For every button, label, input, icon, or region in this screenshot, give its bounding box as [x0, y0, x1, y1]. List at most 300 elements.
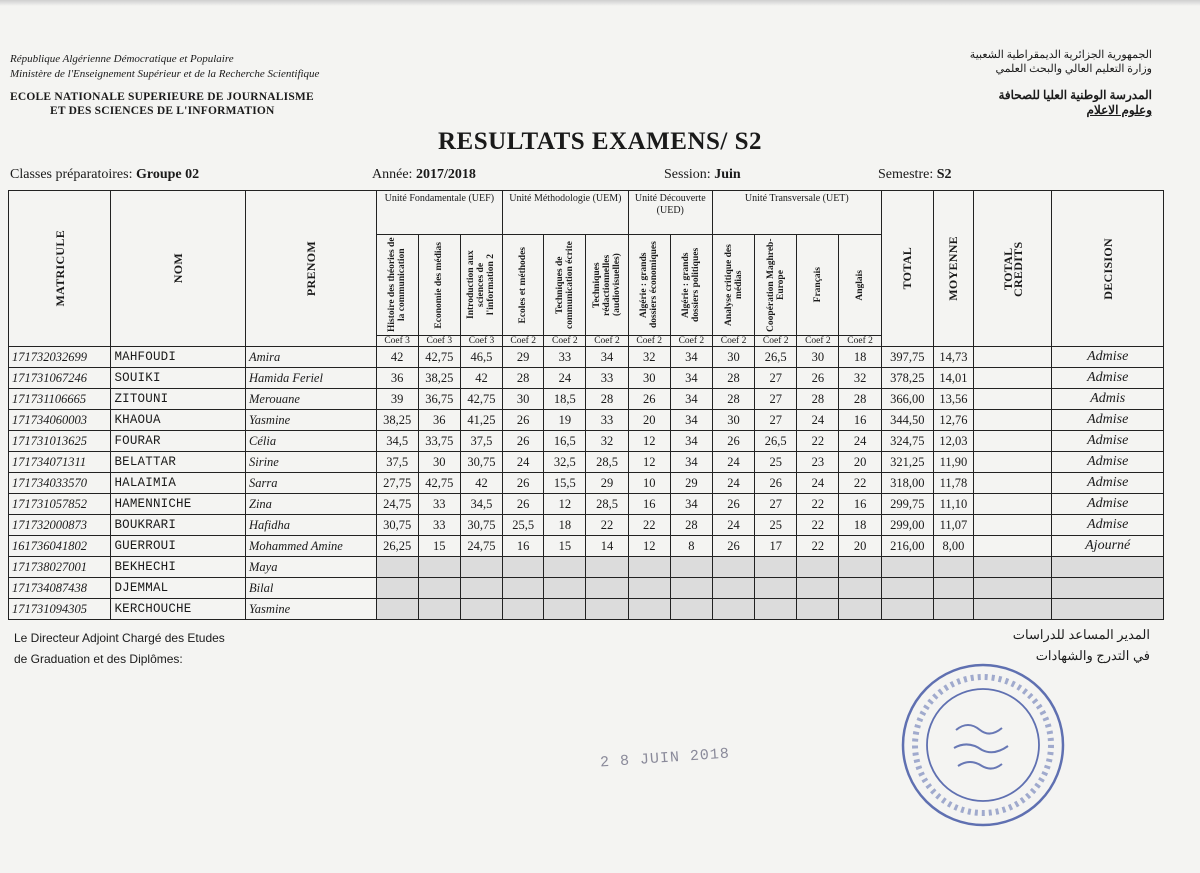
prenom-cell: Maya	[246, 557, 377, 578]
note-cell: 16	[628, 494, 670, 515]
subject-header: Algérie : grands dossiers économiques	[628, 235, 670, 336]
note-cell: 33	[418, 515, 460, 536]
note-cell	[712, 599, 754, 620]
matricule-cell: 171734071311	[9, 452, 111, 473]
matricule-cell: 171738027001	[9, 557, 111, 578]
coef-cell: Coef 2	[544, 336, 586, 347]
note-cell: 30,75	[460, 515, 502, 536]
note-cell: 26	[503, 410, 544, 431]
table-row	[9, 452, 1164, 473]
coef-cell: Coef 3	[460, 336, 502, 347]
note-cell: 25	[755, 452, 797, 473]
note-cell: 28	[503, 368, 544, 389]
subject-header: Algérie : grands dossiers politiques	[670, 235, 712, 336]
note-cell: 20	[839, 452, 881, 473]
matricule-cell: 171731067246	[9, 368, 111, 389]
nom-cell: BOUKRARI	[111, 515, 246, 536]
table-row	[9, 389, 1164, 410]
annee-value: 2017/2018	[415, 167, 476, 182]
note-cell: 26	[797, 368, 839, 389]
note-cell: 27,75	[376, 473, 418, 494]
annee-label: Année:	[372, 167, 413, 182]
note-cell: 12	[628, 431, 670, 452]
note-cell: 29	[670, 473, 712, 494]
note-cell: 22	[586, 515, 628, 536]
coef-cell: Coef 3	[418, 336, 460, 347]
note-cell: 22	[797, 536, 839, 557]
note-cell: 18	[544, 515, 586, 536]
note-cell: 36,75	[418, 389, 460, 410]
director-title-ar-1: المدير المساعد للدراسات	[1012, 627, 1150, 642]
note-cell	[839, 599, 881, 620]
republic-line: République Algérienne Démocratique et Populaire	[10, 53, 234, 65]
decision-cell	[1052, 557, 1164, 578]
unit-uem: Unité Méthodologie (UEM)	[503, 191, 629, 235]
note-cell: 33,75	[418, 431, 460, 452]
decision-cell: Admise	[1052, 452, 1164, 473]
moyenne-cell	[933, 599, 973, 620]
note-cell: 15,5	[544, 473, 586, 494]
total-cell	[881, 557, 933, 578]
credits-cell	[974, 347, 1052, 368]
total-cell: 321,25	[881, 452, 933, 473]
note-cell: 22	[797, 494, 839, 515]
note-cell: 30	[503, 389, 544, 410]
note-cell: 20	[839, 536, 881, 557]
coef-cell: Coef 2	[797, 336, 839, 347]
total-cell: 378,25	[881, 368, 933, 389]
nom-cell: SOUIKI	[111, 368, 246, 389]
note-cell: 12	[628, 536, 670, 557]
school-line-2-ar: وعلوم الاعلام	[1086, 103, 1152, 117]
table-row	[9, 431, 1164, 452]
matricule-cell: 171732032699	[9, 347, 111, 368]
note-cell: 24	[712, 452, 754, 473]
coef-cell: Coef 2	[755, 336, 797, 347]
session-label: Session:	[664, 167, 711, 182]
total-cell: 318,00	[881, 473, 933, 494]
note-cell: 33	[586, 368, 628, 389]
total-cell: 324,75	[881, 431, 933, 452]
note-cell	[586, 557, 628, 578]
moyenne-cell: 11,90	[933, 452, 973, 473]
matricule-cell: 171732000873	[9, 515, 111, 536]
nom-cell: BEKHECHI	[111, 557, 246, 578]
note-cell	[670, 599, 712, 620]
note-cell: 34	[670, 347, 712, 368]
note-cell	[586, 578, 628, 599]
note-cell: 24	[797, 473, 839, 494]
note-cell: 23	[797, 452, 839, 473]
note-cell: 16	[839, 410, 881, 431]
note-cell: 15	[544, 536, 586, 557]
note-cell	[670, 557, 712, 578]
note-cell: 15	[418, 536, 460, 557]
nom-cell: GUERROUI	[111, 536, 246, 557]
moyenne-cell: 14,01	[933, 368, 973, 389]
table-row	[9, 347, 1164, 368]
credits-cell	[974, 578, 1052, 599]
matricule-cell: 161736041802	[9, 536, 111, 557]
school-line-2: ET DES SCIENCES DE L'INFORMATION	[50, 105, 275, 117]
note-cell: 32	[628, 347, 670, 368]
subject-header: Français	[797, 235, 839, 336]
note-cell: 26,5	[755, 431, 797, 452]
note-cell: 29	[503, 347, 544, 368]
note-cell: 24	[503, 452, 544, 473]
note-cell	[628, 599, 670, 620]
nom-cell: BELATTAR	[111, 452, 246, 473]
note-cell: 26,5	[755, 347, 797, 368]
subject-header: Anglais	[839, 235, 881, 336]
credits-cell	[974, 410, 1052, 431]
note-cell: 37,5	[376, 452, 418, 473]
col-total: TOTAL	[881, 191, 933, 347]
decision-cell: Ajourné	[1052, 536, 1164, 557]
decision-cell: Admise	[1052, 410, 1164, 431]
note-cell: 42,75	[418, 473, 460, 494]
note-cell	[460, 578, 502, 599]
decision-cell: Admise	[1052, 431, 1164, 452]
classes-label: Classes préparatoires:	[10, 167, 133, 182]
nom-cell: MAHFOUDI	[111, 347, 246, 368]
note-cell	[544, 578, 586, 599]
note-cell: 27	[755, 494, 797, 515]
prenom-cell: Sarra	[246, 473, 377, 494]
note-cell: 30	[712, 410, 754, 431]
note-cell: 27	[755, 368, 797, 389]
note-cell: 28	[712, 389, 754, 410]
nom-cell: KERCHOUCHE	[111, 599, 246, 620]
subject-header: Histoire des théories de la communication	[376, 235, 418, 336]
note-cell: 16,5	[544, 431, 586, 452]
school-name-ar	[998, 88, 1152, 118]
nom-cell: HAMENNICHE	[111, 494, 246, 515]
credits-cell	[974, 431, 1052, 452]
note-cell	[418, 578, 460, 599]
note-cell: 42	[460, 368, 502, 389]
nom-cell: KHAOUA	[111, 410, 246, 431]
scan-edge	[0, 0, 1200, 6]
note-cell: 34	[586, 347, 628, 368]
note-cell: 24	[712, 515, 754, 536]
note-cell: 22	[797, 515, 839, 536]
decision-cell: Admise	[1052, 473, 1164, 494]
prenom-cell: Merouane	[246, 389, 377, 410]
note-cell: 28	[586, 389, 628, 410]
moyenne-cell: 12,03	[933, 431, 973, 452]
note-cell	[797, 599, 839, 620]
note-cell	[544, 557, 586, 578]
note-cell: 34	[670, 389, 712, 410]
subject-header: Techniques de communication écrite	[544, 235, 586, 336]
note-cell: 26	[712, 431, 754, 452]
note-cell: 34,5	[460, 494, 502, 515]
note-cell: 26	[755, 473, 797, 494]
col-nom: NOM	[111, 191, 246, 347]
note-cell	[503, 599, 544, 620]
decision-cell: Admise	[1052, 347, 1164, 368]
subject-header: Ecoles et méthodes	[503, 235, 544, 336]
credits-cell	[974, 599, 1052, 620]
note-cell: 28	[839, 389, 881, 410]
credits-cell	[974, 515, 1052, 536]
note-cell	[797, 557, 839, 578]
note-cell: 26	[712, 536, 754, 557]
decision-cell: Admise	[1052, 515, 1164, 536]
note-cell: 28,5	[586, 452, 628, 473]
meta-session	[664, 167, 741, 183]
note-cell	[376, 557, 418, 578]
note-cell: 26	[628, 389, 670, 410]
note-cell	[670, 578, 712, 599]
total-cell: 299,00	[881, 515, 933, 536]
signature-left	[14, 628, 225, 670]
note-cell	[839, 557, 881, 578]
prenom-cell: Hamida Feriel	[246, 368, 377, 389]
header-right	[970, 48, 1152, 76]
total-cell	[881, 599, 933, 620]
coef-cell: Coef 3	[376, 336, 418, 347]
moyenne-cell: 12,76	[933, 410, 973, 431]
table-row	[9, 578, 1164, 599]
table-row	[9, 368, 1164, 389]
note-cell: 36	[376, 368, 418, 389]
note-cell: 26,25	[376, 536, 418, 557]
note-cell	[376, 599, 418, 620]
col-moyenne: MOYENNE	[933, 191, 973, 347]
note-cell: 27	[755, 410, 797, 431]
note-cell	[586, 599, 628, 620]
note-cell: 24	[797, 410, 839, 431]
note-cell: 34	[670, 410, 712, 431]
col-total-credits: TOTAL CREDITS	[974, 191, 1052, 347]
note-cell	[839, 578, 881, 599]
note-cell: 16	[503, 536, 544, 557]
note-cell: 24	[712, 473, 754, 494]
note-cell	[376, 578, 418, 599]
col-matricule: MATRICULE	[9, 191, 111, 347]
unit-uef: Unité Fondamentale (UEF)	[376, 191, 503, 235]
nom-cell: HALAIMIA	[111, 473, 246, 494]
note-cell: 28	[797, 389, 839, 410]
unit-ued: Unité Découverte (UED)	[628, 191, 712, 235]
table-row	[9, 515, 1164, 536]
total-cell: 366,00	[881, 389, 933, 410]
prenom-cell: Zina	[246, 494, 377, 515]
note-cell	[628, 557, 670, 578]
meta-classes	[10, 167, 199, 183]
total-cell: 299,75	[881, 494, 933, 515]
note-cell: 39	[376, 389, 418, 410]
note-cell: 24,75	[376, 494, 418, 515]
note-cell	[628, 578, 670, 599]
credits-cell	[974, 368, 1052, 389]
note-cell: 24,75	[460, 536, 502, 557]
nom-cell: FOURAR	[111, 431, 246, 452]
note-cell	[544, 599, 586, 620]
note-cell: 20	[628, 410, 670, 431]
note-cell: 19	[544, 410, 586, 431]
note-cell: 22	[628, 515, 670, 536]
note-cell: 16	[839, 494, 881, 515]
credits-cell	[974, 557, 1052, 578]
note-cell: 25,5	[503, 515, 544, 536]
note-cell	[503, 557, 544, 578]
note-cell: 30	[712, 347, 754, 368]
note-cell	[503, 578, 544, 599]
note-cell: 26	[712, 494, 754, 515]
coef-cell: Coef 2	[670, 336, 712, 347]
note-cell: 25	[755, 515, 797, 536]
coef-cell: Coef 2	[628, 336, 670, 347]
note-cell	[418, 557, 460, 578]
decision-cell	[1052, 599, 1164, 620]
credits-cell	[974, 536, 1052, 557]
note-cell: 10	[628, 473, 670, 494]
matricule-cell: 171731057852	[9, 494, 111, 515]
note-cell	[712, 578, 754, 599]
col-prenom: PRENOM	[246, 191, 377, 347]
credits-cell	[974, 494, 1052, 515]
note-cell: 34	[670, 452, 712, 473]
results-table	[8, 190, 1164, 620]
moyenne-cell: 11,07	[933, 515, 973, 536]
note-cell: 26	[503, 473, 544, 494]
table-row	[9, 557, 1164, 578]
note-cell: 18	[839, 515, 881, 536]
note-cell: 38,25	[376, 410, 418, 431]
note-cell: 8	[670, 536, 712, 557]
matricule-cell: 171734033570	[9, 473, 111, 494]
director-title-line-2: de Graduation et des Diplômes:	[14, 652, 183, 666]
moyenne-cell	[933, 557, 973, 578]
header-left	[10, 52, 319, 82]
semestre-value: S2	[936, 167, 952, 182]
classes-value: Groupe 02	[135, 167, 200, 182]
director-title-ar-2: في التدرج والشهادات	[1035, 648, 1150, 663]
note-cell: 30	[628, 368, 670, 389]
note-cell: 37,5	[460, 431, 502, 452]
matricule-cell: 171734087438	[9, 578, 111, 599]
moyenne-cell	[933, 578, 973, 599]
note-cell: 24	[544, 368, 586, 389]
nom-cell: ZITOUNI	[111, 389, 246, 410]
note-cell: 34	[670, 368, 712, 389]
note-cell: 34,5	[376, 431, 418, 452]
note-cell: 42	[460, 473, 502, 494]
note-cell: 17	[755, 536, 797, 557]
note-cell: 22	[797, 431, 839, 452]
note-cell: 12	[628, 452, 670, 473]
moyenne-cell: 11,78	[933, 473, 973, 494]
note-cell: 26	[503, 494, 544, 515]
page-title: RESULTATS EXAMENS/ S2	[437, 128, 763, 155]
note-cell: 12	[544, 494, 586, 515]
decision-cell: Admise	[1052, 494, 1164, 515]
note-cell: 33	[586, 410, 628, 431]
note-cell: 32,5	[544, 452, 586, 473]
credits-cell	[974, 452, 1052, 473]
note-cell: 34	[670, 431, 712, 452]
meta-semestre	[878, 167, 952, 183]
unit-uet: Unité Transversale (UET)	[712, 191, 881, 235]
table-row	[9, 410, 1164, 431]
total-cell	[881, 578, 933, 599]
note-cell: 30,75	[460, 452, 502, 473]
note-cell: 38,25	[418, 368, 460, 389]
prenom-cell: Yasmine	[246, 599, 377, 620]
school-line-1-ar: المدرسة الوطنية العليا للصحافة	[998, 88, 1152, 102]
coef-cell: Coef 2	[712, 336, 754, 347]
col-decision: DECISION	[1052, 191, 1164, 347]
prenom-cell: Mohammed Amine	[246, 536, 377, 557]
matricule-cell: 171734060003	[9, 410, 111, 431]
matricule-cell: 171731013625	[9, 431, 111, 452]
note-cell: 14	[586, 536, 628, 557]
note-cell: 41,25	[460, 410, 502, 431]
table-row	[9, 494, 1164, 515]
note-cell: 30,75	[376, 515, 418, 536]
note-cell	[712, 557, 754, 578]
credits-cell	[974, 473, 1052, 494]
moyenne-cell: 13,56	[933, 389, 973, 410]
ministry-line-ar: وزارة التعليم العالي والبحث العلمي	[995, 63, 1152, 75]
matricule-cell: 171731106665	[9, 389, 111, 410]
note-cell: 29	[586, 473, 628, 494]
matricule-cell: 171731094305	[9, 599, 111, 620]
moyenne-cell: 8,00	[933, 536, 973, 557]
coef-cell: Coef 2	[586, 336, 628, 347]
note-cell	[755, 599, 797, 620]
subject-header: Introduction aux sciences de l'information 2	[460, 235, 502, 336]
coef-cell: Coef 2	[503, 336, 544, 347]
date-stamp: 2 8 JUIN 2018	[599, 745, 731, 772]
nom-cell: DJEMMAL	[111, 578, 246, 599]
moyenne-cell: 11,10	[933, 494, 973, 515]
prenom-cell: Sirine	[246, 452, 377, 473]
note-cell: 30	[797, 347, 839, 368]
note-cell: 18	[839, 347, 881, 368]
session-value: Juin	[714, 167, 741, 182]
prenom-cell: Célia	[246, 431, 377, 452]
note-cell: 33	[544, 347, 586, 368]
meta-annee	[372, 167, 476, 183]
note-cell	[755, 578, 797, 599]
total-cell: 216,00	[881, 536, 933, 557]
note-cell: 28	[670, 515, 712, 536]
note-cell	[797, 578, 839, 599]
decision-cell: Admise	[1052, 368, 1164, 389]
decision-cell: Admis	[1052, 389, 1164, 410]
school-name	[10, 90, 314, 118]
semestre-label: Semestre:	[878, 167, 934, 182]
credits-cell	[974, 389, 1052, 410]
note-cell	[418, 599, 460, 620]
subject-header: Economie des médias	[418, 235, 460, 336]
republic-line-ar: الجمهورية الجزائرية الديمقراطية الشعبية	[969, 49, 1152, 61]
note-cell: 22	[839, 473, 881, 494]
note-cell: 42,75	[418, 347, 460, 368]
ministry-line: Ministère de l'Enseignement Supérieur et de la Recherche Scientifique	[10, 68, 320, 80]
prenom-cell: Bilal	[246, 578, 377, 599]
table-row	[9, 599, 1164, 620]
moyenne-cell: 14,73	[933, 347, 973, 368]
note-cell: 28	[712, 368, 754, 389]
note-cell: 34	[670, 494, 712, 515]
director-title-line-1: Le Directeur Adjoint Chargé des Etudes	[14, 631, 225, 645]
note-cell: 32	[586, 431, 628, 452]
